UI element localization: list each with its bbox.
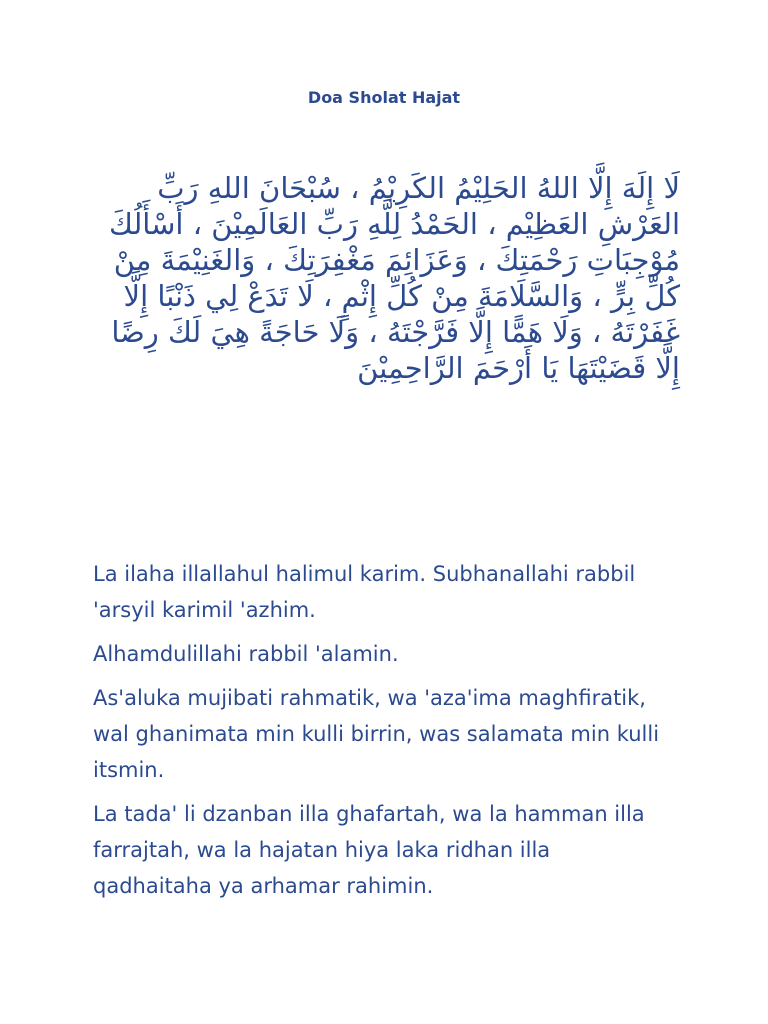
transliteration-paragraph-2: Alhamdulillahi rabbil 'alamin. — [93, 642, 399, 666]
transliteration-block — [93, 556, 673, 912]
page-title: Doa Sholat Hajat — [307, 88, 461, 107]
arabic-prayer-text: لَا إِلَهَ إِلَّا اللهُ الحَلِيْمُ الكَرِيْمُ ، سُبْحَانَ اللهِ رَبِّ العَرْشِ العَظِيْم ، الحَمْدُ لِلَّهِ رَبِّ العَالَمِيْنَ ، أَسْأَلُكَ مُوْجِبَاتِ رَحْمَتِكَ ، وَعَزَائِمَ مَغْفِرَتِكَ ، وَالغَنِيْمَةَ مِنْ كُلِّ بِرٍّ ، وَالسَّلَامَةَ مِنْ كُلِّ إِثْمٍ ، لَا تَدَعْ لِي ذَنْبًا إِلَّا غَفَرْتَهُ ، وَلَا هَمًّا إِلَّا فَرَّجْتَهُ ، وَلَا حَاجَةً هِيَ لَكَ رِضًا إِلَّا قَضَيْتَهَا يَا أَرْحَمَ الرَّاحِمِيْنَ — [109, 171, 680, 385]
transliteration-paragraph-1: La ilaha illallahul halimul karim. Subhanallahi rabbil 'arsyil karimil 'azhim. — [93, 562, 636, 622]
transliteration-paragraph-3: As'aluka mujibati rahmatik, wa 'aza'ima maghfiratik, wal ghanimata min kulli birrin, was salamata min kulli itsmin. — [93, 686, 660, 782]
transliteration-paragraph-4: La tada' li dzanban illa ghafartah, wa la hamman illa farrajtah, wa la hajatan hiya laka ridhan illa qadhaitaha ya arhamar rahimin. — [93, 802, 645, 898]
